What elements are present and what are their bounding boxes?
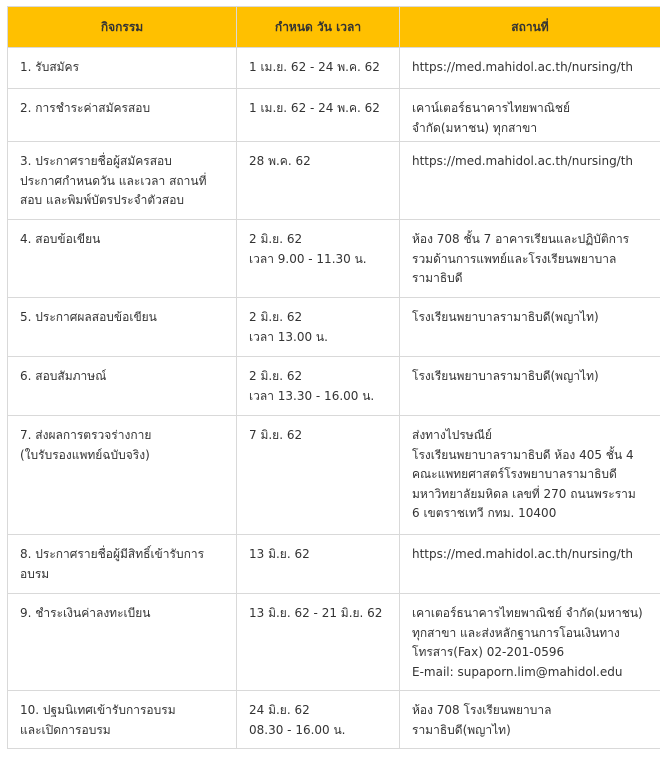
cell-text-line: เวลา 13.30 - 16.00 น. [249,388,375,403]
schedule-cell [237,48,400,89]
cell-text-line: 1. รับสมัคร [20,60,80,74]
cell-text-line: โรงเรียนพยาบาลรามาธิบดี(พญาไท) [412,310,599,324]
cell-text-line: E-mail: supaporn.lim@mahidol.edu [412,664,623,679]
cell-text-line: รามาธิบดี [412,271,463,285]
schedule-cell [237,357,400,416]
cell-text-line: 6. สอบสัมภาษณ์ [20,369,107,383]
cell-text-line: 28 พ.ค. 62 [249,154,311,168]
schedule-cell [237,416,400,535]
cell-text-line: โทรสาร(Fax) 02-201-0596 [412,645,565,659]
table-row [8,357,660,416]
location-cell [400,298,660,357]
cell-text-line: และเปิดการอบรม [20,722,111,737]
location-cell [400,535,660,594]
table-row [8,594,660,691]
table-body [8,48,660,749]
cell-text-line: รวมด้านการแพทย์และโรงเรียนพยาบาล [412,251,617,266]
cell-text-line: รามาธิบดี(พญาไท) [412,722,511,737]
cell-text-line: 08.30 - 16.00 น. [249,722,346,737]
table-row [8,691,660,749]
header-schedule: กำหนด วัน เวลา [237,7,400,48]
activity-cell [8,594,237,691]
cell-text-line: ส่งทางไปรษณีย์ [412,428,492,442]
cell-text-line: 1 เม.ย. 62 - 24 พ.ค. 62 [249,101,380,115]
activity-cell [8,535,237,594]
cell-text-line: ทุกสาขา และส่งหลักฐานการโอนเงินทาง [412,625,620,640]
schedule-cell [237,298,400,357]
activity-cell [8,89,237,142]
location-cell [400,48,660,89]
table-row [8,416,660,535]
location-cell [400,142,660,220]
schedule-cell [237,89,400,142]
cell-text-line: 13 มิ.ย. 62 [249,547,310,561]
cell-text-line: จำกัด(มหาชน) ทุกสาขา [412,120,538,135]
activity-cell [8,357,237,416]
cell-text-line: ประกาศกำหนดวัน และเวลา สถานที่ [20,173,207,188]
cell-text-line: เคาเตอร์ธนาคารไทยพาณิชย์ จำกัด(มหาชน) [412,606,643,620]
cell-text-line: อบรม [20,566,50,581]
schedule-cell [237,220,400,298]
cell-text-line: 6 เขตราชเทวี กทม. 10400 [412,506,557,520]
activity-cell [8,298,237,357]
cell-text-line: เวลา 9.00 - 11.30 น. [249,251,367,266]
cell-text-line: 3. ประกาศรายชื่อผู้สมัครสอบ [20,154,172,168]
table-row [8,142,660,220]
cell-text-line: สอบ และพิมพ์บัตรประจำตัวสอบ [20,193,185,207]
location-cell [400,89,660,142]
location-cell [400,220,660,298]
schedule-cell [237,142,400,220]
table-header-row [8,7,660,48]
cell-text-line: 2. การชำระค่าสมัครสอบ [20,101,151,115]
location-cell [400,416,660,535]
cell-text-line: 7. ส่งผลการตรวจร่างกาย [20,428,152,442]
cell-text-line: 4. สอบข้อเขียน [20,232,101,246]
cell-text-line: 1 เม.ย. 62 - 24 พ.ค. 62 [249,60,380,74]
location-cell [400,594,660,691]
cell-text-line: โรงเรียนพยาบาลรามาธิบดี ห้อง 405 ชั้น 4 [412,447,634,462]
activity-cell [8,416,237,535]
header-activity: กิจกรรม [8,7,237,48]
cell-text-line: 2 มิ.ย. 62 [249,310,303,324]
cell-text-line: โรงเรียนพยาบาลรามาธิบดี(พญาไท) [412,369,599,383]
location-cell [400,357,660,416]
cell-text-line: เคาน์เตอร์ธนาคารไทยพาณิชย์ [412,101,571,115]
cell-text-line: 24 มิ.ย. 62 [249,703,310,717]
schedule-table [7,6,660,749]
cell-text-line: ห้อง 708 โรงเรียนพยาบาล [412,703,552,717]
activity-cell [8,48,237,89]
table-row [8,298,660,357]
cell-text-line: 13 มิ.ย. 62 - 21 มิ.ย. 62 [249,606,383,620]
table-row [8,535,660,594]
cell-text-line: 8. ประกาศรายชื่อผู้มีสิทธิ์เข้ารับการ [20,547,205,561]
schedule-cell [237,691,400,749]
cell-text-line: ห้อง 708 ชั้น 7 อาคารเรียนและปฏิบัติการ [412,232,630,246]
header-location: สถานที่ [400,7,660,48]
activity-cell [8,142,237,220]
cell-text-line: เวลา 13.00 น. [249,329,328,344]
activity-cell [8,220,237,298]
activity-cell [8,691,237,749]
cell-text-line: 5. ประกาศผลสอบข้อเขียน [20,310,157,324]
cell-text-line: https://med.mahidol.ac.th/nursing/th [412,547,634,561]
cell-text-line: https://med.mahidol.ac.th/nursing/th [412,60,634,74]
cell-text-line: มหาวิทยาลัยมหิดล เลขที่ 270 ถนนพระราม [412,486,636,501]
cell-text-line: (ใบรับรองแพทย์ฉบับจริง) [20,447,150,462]
location-cell [400,691,660,749]
cell-text-line: 10. ปฐมนิเทศเข้ารับการอบรม [20,703,176,717]
cell-text-line: 7 มิ.ย. 62 [249,428,303,442]
cell-text-line: คณะแพทยศาสตร์โรงพยาบาลรามาธิบดี [412,467,617,481]
schedule-cell [237,594,400,691]
table-row [8,220,660,298]
cell-text-line: 2 มิ.ย. 62 [249,369,303,383]
cell-text-line: 9. ชำระเงินค่าลงทะเบียน [20,606,151,620]
schedule-cell [237,535,400,594]
cell-text-line: https://med.mahidol.ac.th/nursing/th [412,154,634,168]
table-row [8,48,660,89]
cell-text-line: 2 มิ.ย. 62 [249,232,303,246]
table-row [8,89,660,142]
